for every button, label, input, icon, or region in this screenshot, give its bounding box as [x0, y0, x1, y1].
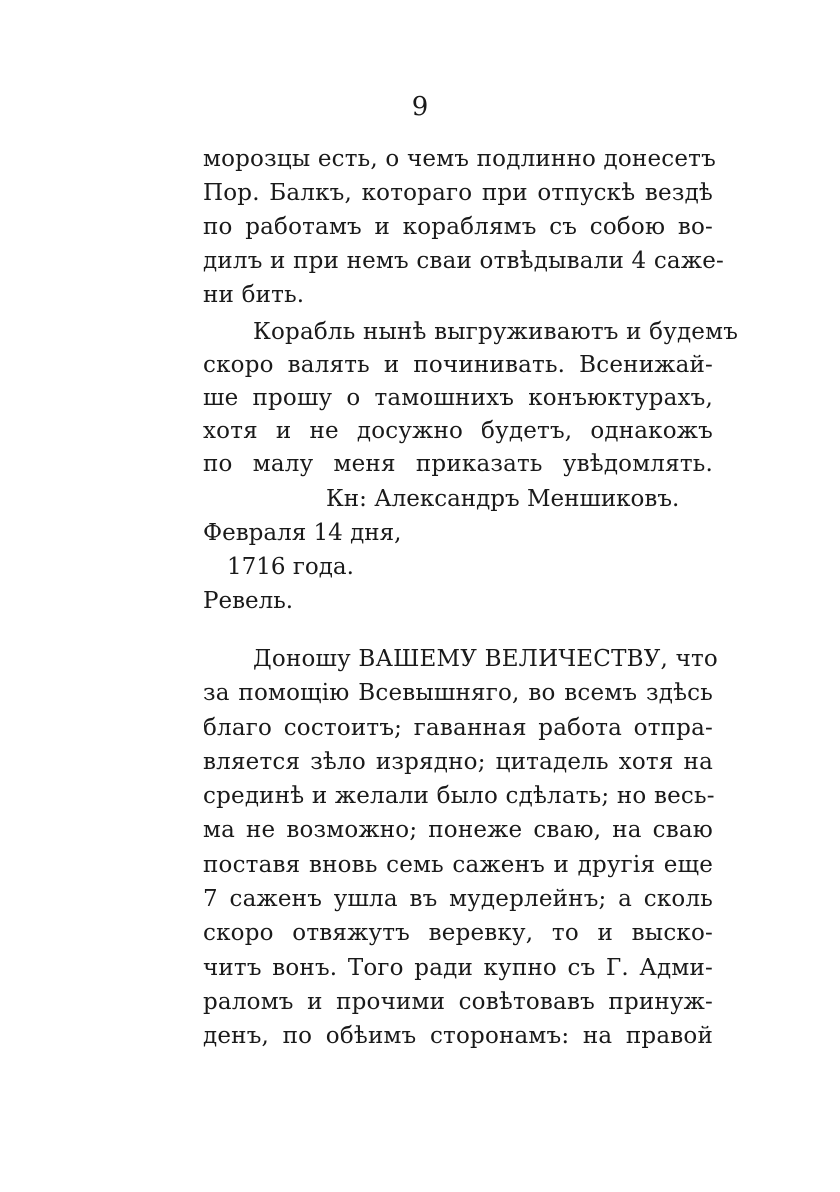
text-line: ше прошу о тамошнихъ конъюктурахъ, [203, 385, 713, 411]
paragraph-donoshu [203, 642, 718, 1054]
text-line: ма не возможно; понеже сваю, на сваю [203, 817, 713, 844]
text-line: вляется зѣло изрядно; цитадель хотя на [203, 748, 713, 775]
text-line: срединѣ и желали было сдѣлать; но весь- [203, 783, 715, 810]
place: Ревель. [203, 588, 294, 614]
text-line: по малу меня приказать увѣдомлять. [203, 451, 713, 477]
date: Февраля 14 дня, [203, 520, 402, 546]
page-number: 9 [411, 92, 429, 122]
text-line: Пор. Балкъ, котораго при отпускѣ вездѣ [203, 180, 713, 206]
dateline [203, 516, 401, 618]
text-line: дилъ и при немъ сваи отвѣдывали 4 саже- [203, 248, 724, 274]
text-line: поставя вновь семь саженъ и другія еще [203, 851, 713, 878]
text-line: Корабль нынѣ выгруживаютъ и будемъ [253, 319, 739, 345]
signature: Кн: Александръ Меншиковъ. [326, 486, 680, 512]
text-line: благо состоитъ; гаванная работа отпра- [203, 714, 713, 741]
text-line: хотя и не досужно будетъ, однакожъ [203, 418, 713, 444]
year: 1716 года. [227, 554, 354, 580]
text-line: скоро отвяжутъ веревку, то и выско- [203, 920, 713, 947]
paragraph-korabl [203, 316, 739, 481]
text-line: морозцы есть, о чемъ подлинно донесетъ [203, 146, 716, 172]
text-line: раломъ и прочими совѣтовавъ принуж- [203, 988, 713, 1015]
text-line: скоро валять и починивать. Всенижай- [203, 352, 713, 378]
text-line: Доношу ВАШЕМУ ВЕЛИЧЕСТВУ, что [253, 646, 718, 672]
text-line: денъ, по обѣимъ сторонамъ: на правой [203, 1023, 713, 1050]
text-line: по работамъ и кораблямъ съ собою во- [203, 214, 713, 240]
text-line: за помощію Всевышняго, во всемъ здѣсь [203, 680, 713, 707]
text-line: ни бить. [203, 282, 305, 308]
text-line: читъ вонъ. Того ради купно съ Г. Адми- [203, 954, 713, 981]
text-line: 7 саженъ ушла въ мудерлейнъ; а сколь [203, 886, 713, 913]
paragraph-morozcy [203, 142, 724, 312]
